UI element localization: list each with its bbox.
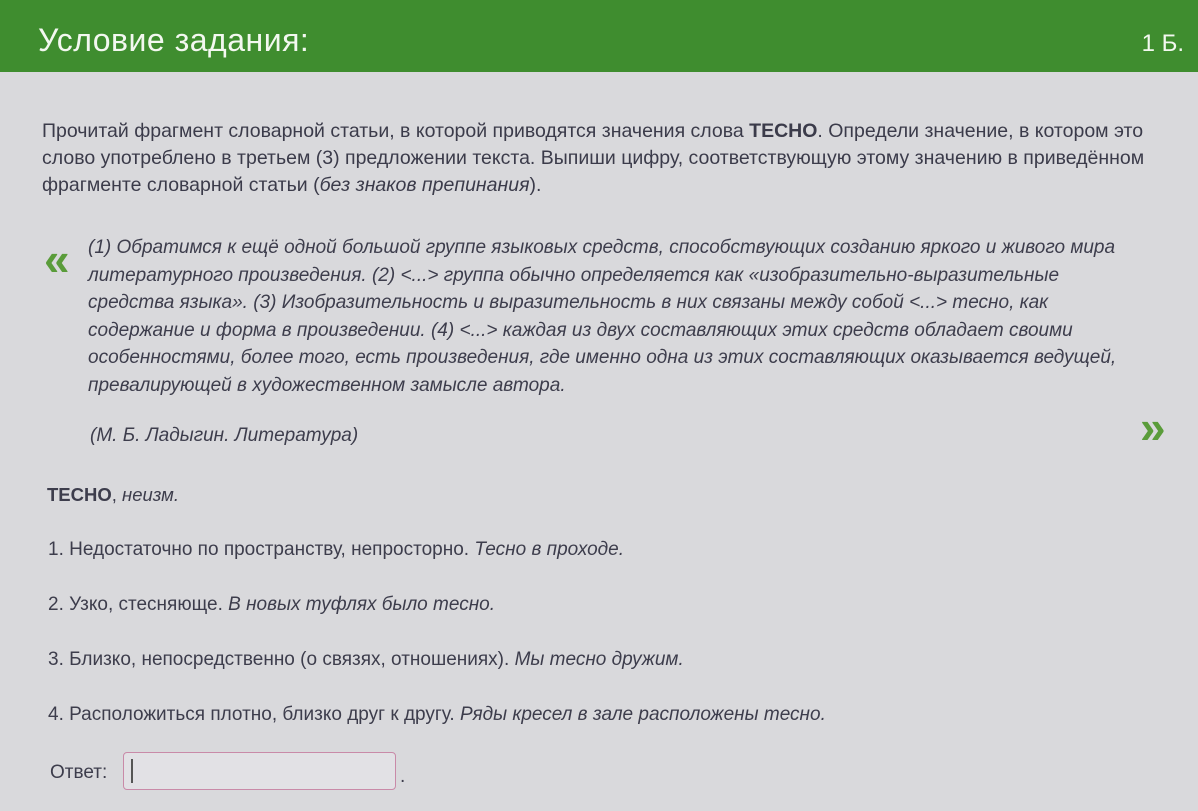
passage-source: (М. Б. Ладыгин. Литература) bbox=[90, 425, 359, 446]
definition-text: Расположиться плотно, близко друг к другу. bbox=[69, 704, 455, 725]
entry-pos: неизм. bbox=[122, 484, 180, 505]
instructions-word: ТЕСНО bbox=[749, 120, 818, 142]
definition-text: Близко, непосредственно (о связях, отношениях). bbox=[69, 649, 510, 670]
definition-text: Узко, стесняюще. bbox=[69, 594, 223, 615]
close-quote-icon: » bbox=[1140, 401, 1166, 453]
dictionary-entry-head: ТЕСНО, неизм. bbox=[47, 484, 180, 505]
task-title: Условие задания: bbox=[38, 22, 310, 58]
answer-label: Ответ: bbox=[50, 762, 108, 783]
text-caret bbox=[131, 759, 133, 783]
answer-suffix: . bbox=[400, 766, 406, 787]
definition-example: В новых туфлях было тесно. bbox=[228, 594, 496, 615]
definition-1 bbox=[48, 539, 624, 561]
task-score: 1 Б. bbox=[1141, 30, 1184, 57]
answer-input[interactable] bbox=[123, 752, 396, 790]
definition-text: Недостаточно по пространству, непросторно. bbox=[69, 539, 470, 560]
passage-text: (1) Обратимся к ещё одной большой группе языковых средств, способствующих созданию яркого и живого мира литературного произведения. (2) <...> группа обычно определяется как «изобразительно-выразительные средства языка». (3) Изобразительность и выразительность в них связаны между собой <...> тесно, как содержание и форма в произведении. (4) <...> каждая из двух составляющих этих средств обладает своими особенностями, более того, есть произведения, где именно одна из этих составляющих оказывается ведущей, превалирующей в художественном замысле автора. bbox=[88, 237, 1117, 396]
definition-number: 3. bbox=[48, 649, 64, 670]
task-instructions bbox=[42, 118, 1152, 199]
instructions-note: без знаков препинания bbox=[319, 174, 530, 196]
definition-example: Мы тесно дружим. bbox=[514, 649, 684, 670]
instructions-text-before: Прочитай фрагмент словарной статьи, в которой приводятся значения слова bbox=[42, 120, 750, 142]
definition-example: Тесно в проходе. bbox=[474, 539, 625, 560]
entry-word: ТЕСНО bbox=[47, 484, 112, 505]
definition-number: 1. bbox=[48, 539, 64, 560]
instructions-text-middle: . Определи значение, в котором это слово употреблено в третьем (3) предложении текста. Выпиши цифру, соответствующую этому значению в приведённом фрагменте словарной статьи ( bbox=[42, 120, 1145, 196]
open-quote-icon: « bbox=[44, 233, 70, 285]
task-header bbox=[0, 0, 1198, 72]
definition-example: Ряды кресел в зале расположены тесно. bbox=[459, 704, 826, 725]
definition-number: 2. bbox=[48, 594, 64, 615]
definition-4 bbox=[48, 704, 826, 726]
definition-2 bbox=[48, 594, 495, 616]
definition-3 bbox=[48, 649, 684, 671]
instructions-text-after: ). bbox=[529, 174, 542, 196]
definition-number: 4. bbox=[48, 704, 64, 725]
